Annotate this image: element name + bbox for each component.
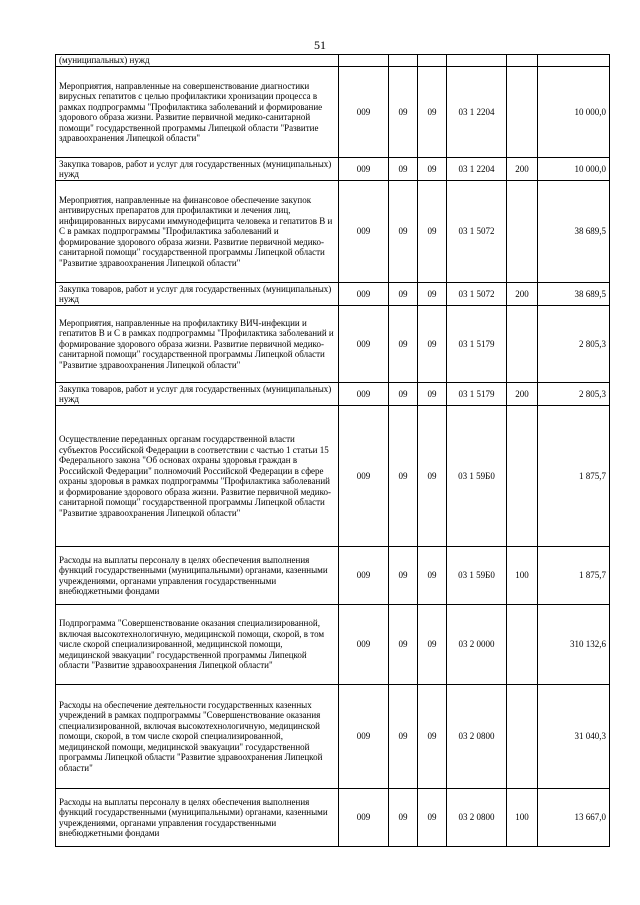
ministry-code-cell: 009 bbox=[339, 306, 389, 383]
subsection-code-cell: 09 bbox=[418, 283, 447, 306]
expense-type-cell: 200 bbox=[507, 383, 538, 406]
table-row bbox=[56, 383, 610, 406]
ministry-code-cell: 009 bbox=[339, 685, 389, 789]
amount-cell: 1 875,7 bbox=[538, 547, 610, 605]
expense-type-cell bbox=[507, 306, 538, 383]
ministry-code-cell: 009 bbox=[339, 605, 389, 685]
target-article-cell: 03 2 0800 bbox=[447, 685, 507, 789]
amount-cell: 310 132,6 bbox=[538, 605, 610, 685]
subsection-code-cell: 09 bbox=[418, 383, 447, 406]
subsection-code-cell bbox=[418, 55, 447, 67]
section-code-cell: 09 bbox=[389, 67, 418, 158]
subsection-code-cell: 09 bbox=[418, 547, 447, 605]
section-code-cell: 09 bbox=[389, 283, 418, 306]
expense-type-cell: 100 bbox=[507, 547, 538, 605]
expense-description-cell: Закупка товаров, работ и услуг для государственных (муниципальных) нужд bbox=[56, 383, 339, 406]
ministry-code-cell: 009 bbox=[339, 181, 389, 283]
target-article-cell: 03 1 59Б0 bbox=[447, 547, 507, 605]
section-code-cell: 09 bbox=[389, 406, 418, 547]
expense-type-cell: 200 bbox=[507, 283, 538, 306]
amount-cell: 10 000,0 bbox=[538, 158, 610, 181]
expense-description-cell: Подпрограмма "Совершенствование оказания специализированной, включая высокотехнологичную, медицинской помощи, скорой, в том числе скорой специализированной, медицинской помощи, медицинской эвакуации" государственной программы Липецкой области "Развитие здравоохранения Липецкой области" bbox=[56, 605, 339, 685]
target-article-cell: 03 2 0000 bbox=[447, 605, 507, 685]
amount-cell: 1 875,7 bbox=[538, 406, 610, 547]
subsection-code-cell: 09 bbox=[418, 406, 447, 547]
expense-type-cell: 100 bbox=[507, 789, 538, 847]
page-number: 51 bbox=[314, 38, 326, 52]
expense-type-cell bbox=[507, 605, 538, 685]
expense-type-cell bbox=[507, 406, 538, 547]
expense-type-cell bbox=[507, 685, 538, 789]
ministry-code-cell: 009 bbox=[339, 547, 389, 605]
subsection-code-cell: 09 bbox=[418, 67, 447, 158]
target-article-cell: 03 1 5072 bbox=[447, 283, 507, 306]
ministry-code-cell: 009 bbox=[339, 789, 389, 847]
expense-description-cell: Расходы на выплаты персоналу в целях обеспечения выполнения функций государственными (муниципальными) органами, казенными учреждениями, органами управления государственными внебюджетными фондами bbox=[56, 547, 339, 605]
table-row bbox=[56, 55, 610, 67]
table-row bbox=[56, 789, 610, 847]
table-row bbox=[56, 605, 610, 685]
expense-type-cell: 200 bbox=[507, 158, 538, 181]
subsection-code-cell: 09 bbox=[418, 685, 447, 789]
table-row bbox=[56, 158, 610, 181]
expense-description-cell: Осуществление переданных органам государственной власти субъектов Российской Федерации в соответствии с частью 1 статьи 15 Федерального закона "Об основах охраны здоровья граждан в Российской Федерации" полномочий Российской Федерации в сфере охраны здоровья в рамках подпрограммы "Профилактика заболеваний и формирование здорового образа жизни. Развитие первичной медико-санитарной помощи" государственной программы Липецкой области "Развитие здравоохранения Липецкой области" bbox=[56, 406, 339, 547]
section-code-cell: 09 bbox=[389, 789, 418, 847]
amount-cell: 10 000,0 bbox=[538, 67, 610, 158]
target-article-cell: 03 1 59Б0 bbox=[447, 406, 507, 547]
expense-description-cell: Расходы на обеспечение деятельности государственных казенных учреждений в рамках подпрограммы "Совершенствование оказания специализированной, включая высокотехнологичную, медицинской помощи, скорой, в том числе скорой специализированной, медицинской помощи, медицинской эвакуации" государственной программы Липецкой области "Развитие здравоохранения Липецкой области" bbox=[56, 685, 339, 789]
expense-description-cell: Закупка товаров, работ и услуг для государственных (муниципальных) нужд bbox=[56, 158, 339, 181]
amount-cell: 31 040,3 bbox=[538, 685, 610, 789]
expense-description-cell: Закупка товаров, работ и услуг для государственных (муниципальных) нужд bbox=[56, 283, 339, 306]
ministry-code-cell: 009 bbox=[339, 406, 389, 547]
table-row bbox=[56, 547, 610, 605]
target-article-cell: 03 1 2204 bbox=[447, 158, 507, 181]
ministry-code-cell: 009 bbox=[339, 158, 389, 181]
table-row bbox=[56, 283, 610, 306]
section-code-cell: 09 bbox=[389, 383, 418, 406]
subsection-code-cell: 09 bbox=[418, 181, 447, 283]
ministry-code-cell: 009 bbox=[339, 283, 389, 306]
expense-type-cell bbox=[507, 181, 538, 283]
section-code-cell: 09 bbox=[389, 181, 418, 283]
section-code-cell: 09 bbox=[389, 605, 418, 685]
expense-description-cell: Мероприятия, направленные на совершенствование диагностики вирусных гепатитов с целью профилактики хронизации процесса в рамках подпрограммы "Профилактика заболеваний и формирование здорового образа жизни. Развитие первичной медико-санитарной помощи" государственной программы Липецкой области "Развитие здравоохранения Липецкой области" bbox=[56, 67, 339, 158]
subsection-code-cell: 09 bbox=[418, 158, 447, 181]
subsection-code-cell: 09 bbox=[418, 605, 447, 685]
expense-type-cell bbox=[507, 55, 538, 67]
table-row bbox=[56, 306, 610, 383]
table-row bbox=[56, 685, 610, 789]
section-code-cell: 09 bbox=[389, 306, 418, 383]
expense-type-cell bbox=[507, 67, 538, 158]
section-code-cell: 09 bbox=[389, 547, 418, 605]
ministry-code-cell bbox=[339, 55, 389, 67]
target-article-cell: 03 1 2204 bbox=[447, 67, 507, 158]
ministry-code-cell: 009 bbox=[339, 67, 389, 158]
table-row bbox=[56, 181, 610, 283]
section-code-cell: 09 bbox=[389, 685, 418, 789]
target-article-cell: 03 1 5072 bbox=[447, 181, 507, 283]
target-article-cell bbox=[447, 55, 507, 67]
amount-cell bbox=[538, 55, 610, 67]
section-code-cell: 09 bbox=[389, 158, 418, 181]
budget-table bbox=[55, 54, 610, 847]
amount-cell: 38 689,5 bbox=[538, 181, 610, 283]
table-row bbox=[56, 406, 610, 547]
expense-description-cell: (муниципальных) нужд bbox=[56, 55, 339, 67]
target-article-cell: 03 2 0800 bbox=[447, 789, 507, 847]
amount-cell: 13 667,0 bbox=[538, 789, 610, 847]
target-article-cell: 03 1 5179 bbox=[447, 306, 507, 383]
subsection-code-cell: 09 bbox=[418, 789, 447, 847]
amount-cell: 38 689,5 bbox=[538, 283, 610, 306]
table-row bbox=[56, 67, 610, 158]
expense-description-cell: Мероприятия, направленные на финансовое обеспечение закупок антивирусных препаратов для профилактики и лечения лиц, инфицированных вирусами иммунодефицита человека и гепатитов B и C в рамках подпрограммы "Профилактика заболеваний и формирование здорового образа жизни. Развитие первичной медико-санитарной помощи" государственной программы Липецкой области "Развитие здравоохранения Липецкой области" bbox=[56, 181, 339, 283]
expense-description-cell: Мероприятия, направленные на профилактику ВИЧ-инфекции и гепатитов B и C в рамках подпрограммы "Профилактика заболеваний и формирование здорового образа жизни. Развитие первичной медико-санитарной помощи" государственной программы Липецкой области "Развитие здравоохранения Липецкой области" bbox=[56, 306, 339, 383]
ministry-code-cell: 009 bbox=[339, 383, 389, 406]
section-code-cell bbox=[389, 55, 418, 67]
expense-description-cell: Расходы на выплаты персоналу в целях обеспечения выполнения функций государственными (муниципальными) органами, казенными учреждениями, органами управления государственными внебюджетными фондами bbox=[56, 789, 339, 847]
target-article-cell: 03 1 5179 bbox=[447, 383, 507, 406]
subsection-code-cell: 09 bbox=[418, 306, 447, 383]
amount-cell: 2 805,3 bbox=[538, 306, 610, 383]
amount-cell: 2 805,3 bbox=[538, 383, 610, 406]
